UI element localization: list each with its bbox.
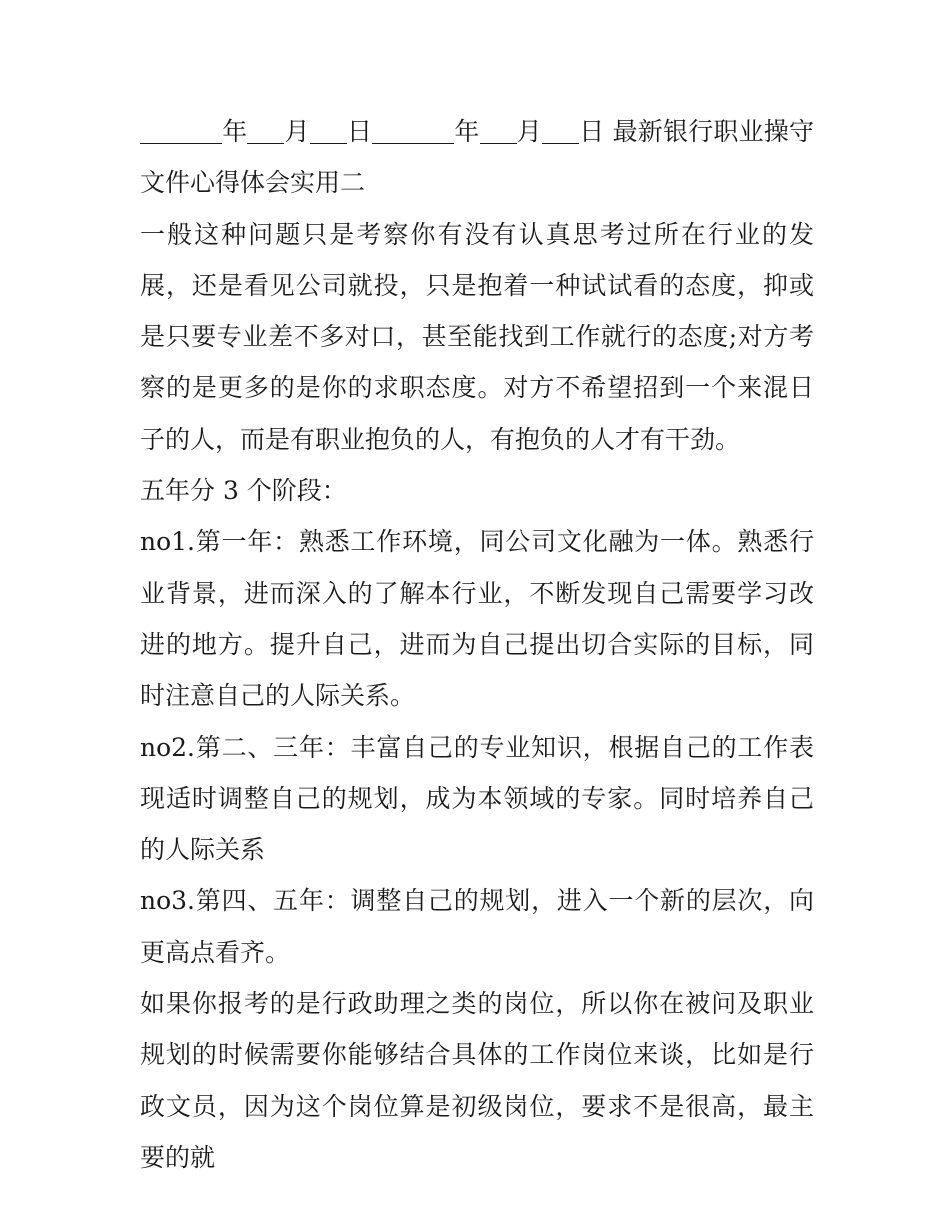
day-label: 日: [346, 117, 373, 146]
month-blank: [247, 118, 284, 144]
paragraph-stage-2: no2.第二、三年：丰富自己的专业知识，根据自己的工作表现适时调整自己的规划，成为本领域的专家。同时培养自己的人际关系: [140, 732, 814, 865]
year-label-2: 年: [454, 117, 480, 146]
title-text: 最新银行职业操守文件心得体会实用二: [140, 117, 814, 198]
paragraph-intro: 一般这种问题只是考察你有没有认真思考过所在行业的发展，还是看见公司就投，只是抱着一种试试看的态度，抑或是只要专业差不多对口，甚至能找到工作就行的态度;对方考察的是更多的是你的求职态度。对方不希望招到一个来混日子的人，而是有职业抱负的人，有抱负的人才有干劲。: [140, 219, 814, 454]
paragraph-stage-3: no3.第四、五年：调整自己的规划，进入一个新的层次，向更高点看齐。: [140, 886, 814, 967]
date-line: [140, 106, 814, 209]
day-blank: [310, 118, 347, 144]
paragraph-stages-heading: 五年分 3 个阶段：: [140, 476, 347, 506]
month-label-2: 月: [516, 117, 543, 146]
month-label: 月: [284, 117, 310, 146]
day-blank-2: [542, 118, 579, 144]
paragraph-stage-1: no1.第一年：熟悉工作环境，同公司文化融为一体。熟悉行业背景，进而深入的了解本行业，不断发现自己需要学习改进的地方。提升自己，进而为自己提出切合实际的目标，同时注意自己的人际关系。: [140, 527, 814, 711]
document-body: [140, 106, 814, 1183]
paragraph-admin-role: 如果你报考的是行政助理之类的岗位，所以你在被问及职业规划的时候需要你能够结合具体的工作岗位来谈，比如是行政文员，因为这个岗位算是初级岗位，要求不是很高，最主要的就: [140, 989, 814, 1172]
day-label-2: 日: [579, 117, 605, 146]
month-blank-2: [480, 118, 517, 144]
year-blank: [140, 118, 222, 144]
year-blank-2: [372, 118, 454, 144]
year-label: 年: [222, 117, 248, 146]
